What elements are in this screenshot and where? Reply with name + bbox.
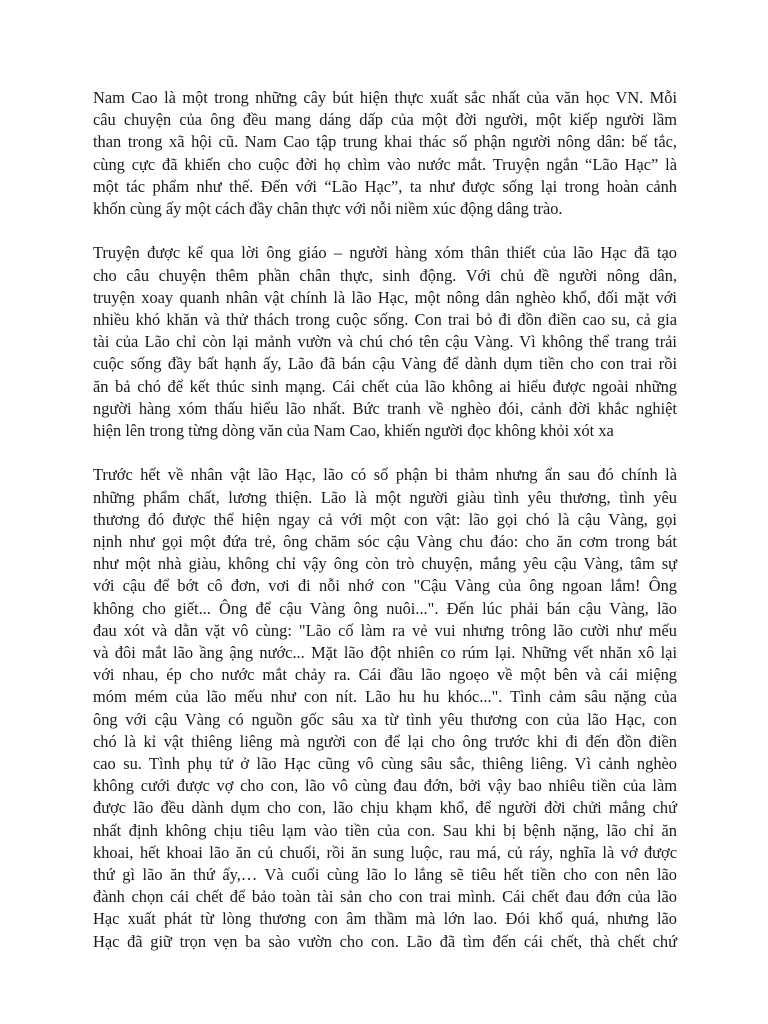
document-body — [93, 87, 677, 975]
text-line: nịnh như gọi một đứa trẻ, ông chăm sóc cậu Vàng chu đáo: cho ăn cơm trong bát — [93, 532, 677, 552]
text-line: Truyện được kể qua lời ông giáo – người hàng xóm thân thiết của lão Hạc đã tạo — [93, 243, 677, 263]
text-line: khoai, hết khoai lão ăn củ chuối, rồi ăn sung luộc, rau má, củ ráy, nghĩa là vớ được — [93, 842, 677, 862]
text-line: thương đó được thể hiện ngay cả với một con vật: lão gọi chó là cậu Vàng, gọi — [93, 509, 677, 529]
text-line: cuộc sống đầy bất hạnh ấy, Lão đã bán cậu Vàng để dành dụm tiền cho con trai rồi — [93, 354, 677, 374]
text-line: cho câu chuyện thêm phần chân thực, sinh động. Với chủ đề người nông dân, — [93, 265, 677, 285]
text-line: móm mém của lão mếu như con nít. Lão hu hu khóc...". Tình cảm sâu nặng của — [93, 687, 677, 707]
text-line: than trong xã hội cũ. Nam Cao tập trung khai thác số phận người nông dân: bế tắc, — [93, 132, 677, 152]
paragraph — [93, 87, 677, 220]
text-line: và đôi mắt lão ầng ậng nước... Mặt lão đột nhiên co rúm lại. Những vết nhăn xô lại — [93, 643, 677, 663]
paragraph — [93, 242, 677, 442]
text-line: ăn bả chó để kết thúc sinh mạng. Cái chết của lão không ai hiểu được ngoài những — [93, 376, 677, 396]
text-line: không cho giết... Ông để cậu Vàng ông nuôi...". Đến lúc phải bán cậu Vàng, lão — [93, 598, 677, 618]
text-line: ông với cậu Vàng có nguồn gốc sâu xa từ tình yêu thương con của lão Hạc, con — [93, 709, 677, 729]
text-line: một tác phẩm như thế. Đến với “Lão Hạc”, ta như được sống lại trong hoàn cảnh — [93, 176, 677, 196]
text-line: chó là kỉ vật thiêng liêng mà người con để lại cho ông trước khi đi đến đồn điền — [93, 731, 677, 751]
text-line: những phẩm chất, lương thiện. Lão là một người giàu tình yêu thương, tình yêu — [93, 487, 677, 507]
text-line: Nam Cao là một trong những cây bút hiện thực xuất sắc nhất của văn học VN. Mỗi — [93, 88, 677, 107]
text-line: như một nhà giàu, không chỉ vậy ông còn trò chuyện, mắng yêu cậu Vàng, tâm sự — [93, 554, 677, 574]
text-line: truyện xoay quanh nhân vật chính là lão Hạc, một nông dân nghèo khổ, đối mặt với — [93, 287, 677, 307]
text-line: với cậu để bớt cô đơn, vơi đi nỗi nhớ con "Cậu Vàng của ông ngoan lắm! Ông — [93, 576, 677, 596]
text-line: khốn cùng ấy một cách đầy chân thực với nỗi niềm xúc động dâng trào. — [93, 199, 563, 219]
text-line: người hàng xóm thấu hiểu lão nhất. Bức tranh về nghèo đói, cảnh đời khắc nghiệt — [93, 398, 677, 418]
text-line: nhiều khó khăn và thử thách trong cuộc sống. Con trai bỏ đi đồn điền cao su, cả gia — [93, 310, 677, 330]
text-line: câu chuyện của ông đều mang dáng dấp của một đời người, một kiếp người lầm — [93, 110, 677, 130]
text-line: cao su. Tình phụ tử ở lão Hạc cũng vô cùng sâu sắc, thiêng liêng. Vì cảnh nghèo — [93, 754, 677, 774]
text-line: cùng cực đã khiến cho cuộc đời họ chìm vào nước mắt. Truyện ngắn “Lão Hạc” là — [93, 154, 677, 174]
text-line: Hạc đã giữ trọn vẹn ba sào vườn cho con. Lão đã tìm đến cái chết, thà chết chứ — [93, 931, 677, 951]
text-line: Hạc xuất phát từ lòng thương con âm thầm mà lớn lao. Đói khổ quá, nhưng lão — [93, 909, 677, 929]
text-line: đau xót và dằn vặt vô cùng: "Lão cố làm ra vẻ vui nhưng trông lão cười như mếu — [93, 620, 677, 640]
text-line: không cưới được vợ cho con, lão vô cùng đau đớn, bởi vậy bao nhiêu tiền của làm — [93, 776, 677, 796]
text-line: Trước hết về nhân vật lão Hạc, lão có số phận bi thảm nhưng ẩn sau đó chính là — [93, 465, 677, 485]
text-line: thứ gì lão ăn thứ ấy,… Và cuối cùng lão lo lắng sẽ tiêu hết tiền cho con nên lão — [93, 865, 677, 885]
paragraph — [93, 464, 677, 952]
text-line: với nhau, ép cho nước mắt chảy ra. Cái đầu lão ngoẹo về một bên và cái miệng — [93, 665, 677, 685]
text-line: tài của Lão chỉ còn lại mảnh vườn và chú chó tên cậu Vàng. Vì không thể trang trải — [93, 332, 677, 352]
text-line: nhất định không chịu tiêu lạm vào tiền của con. Sau khi bị bệnh nặng, lão chỉ ăn — [93, 820, 677, 840]
text-line: đành chọn cái chết để bảo toàn tài sản cho con trai mình. Cái chết đau đớn của lão — [93, 887, 677, 907]
text-line: được lão đều dành dụm cho con, lão chịu khạm khổ, để người đời chửi mắng chứ — [93, 798, 677, 818]
text-line: hiện lên trong từng dòng văn của Nam Cao, khiến người đọc không khỏi xót xa — [93, 421, 614, 441]
